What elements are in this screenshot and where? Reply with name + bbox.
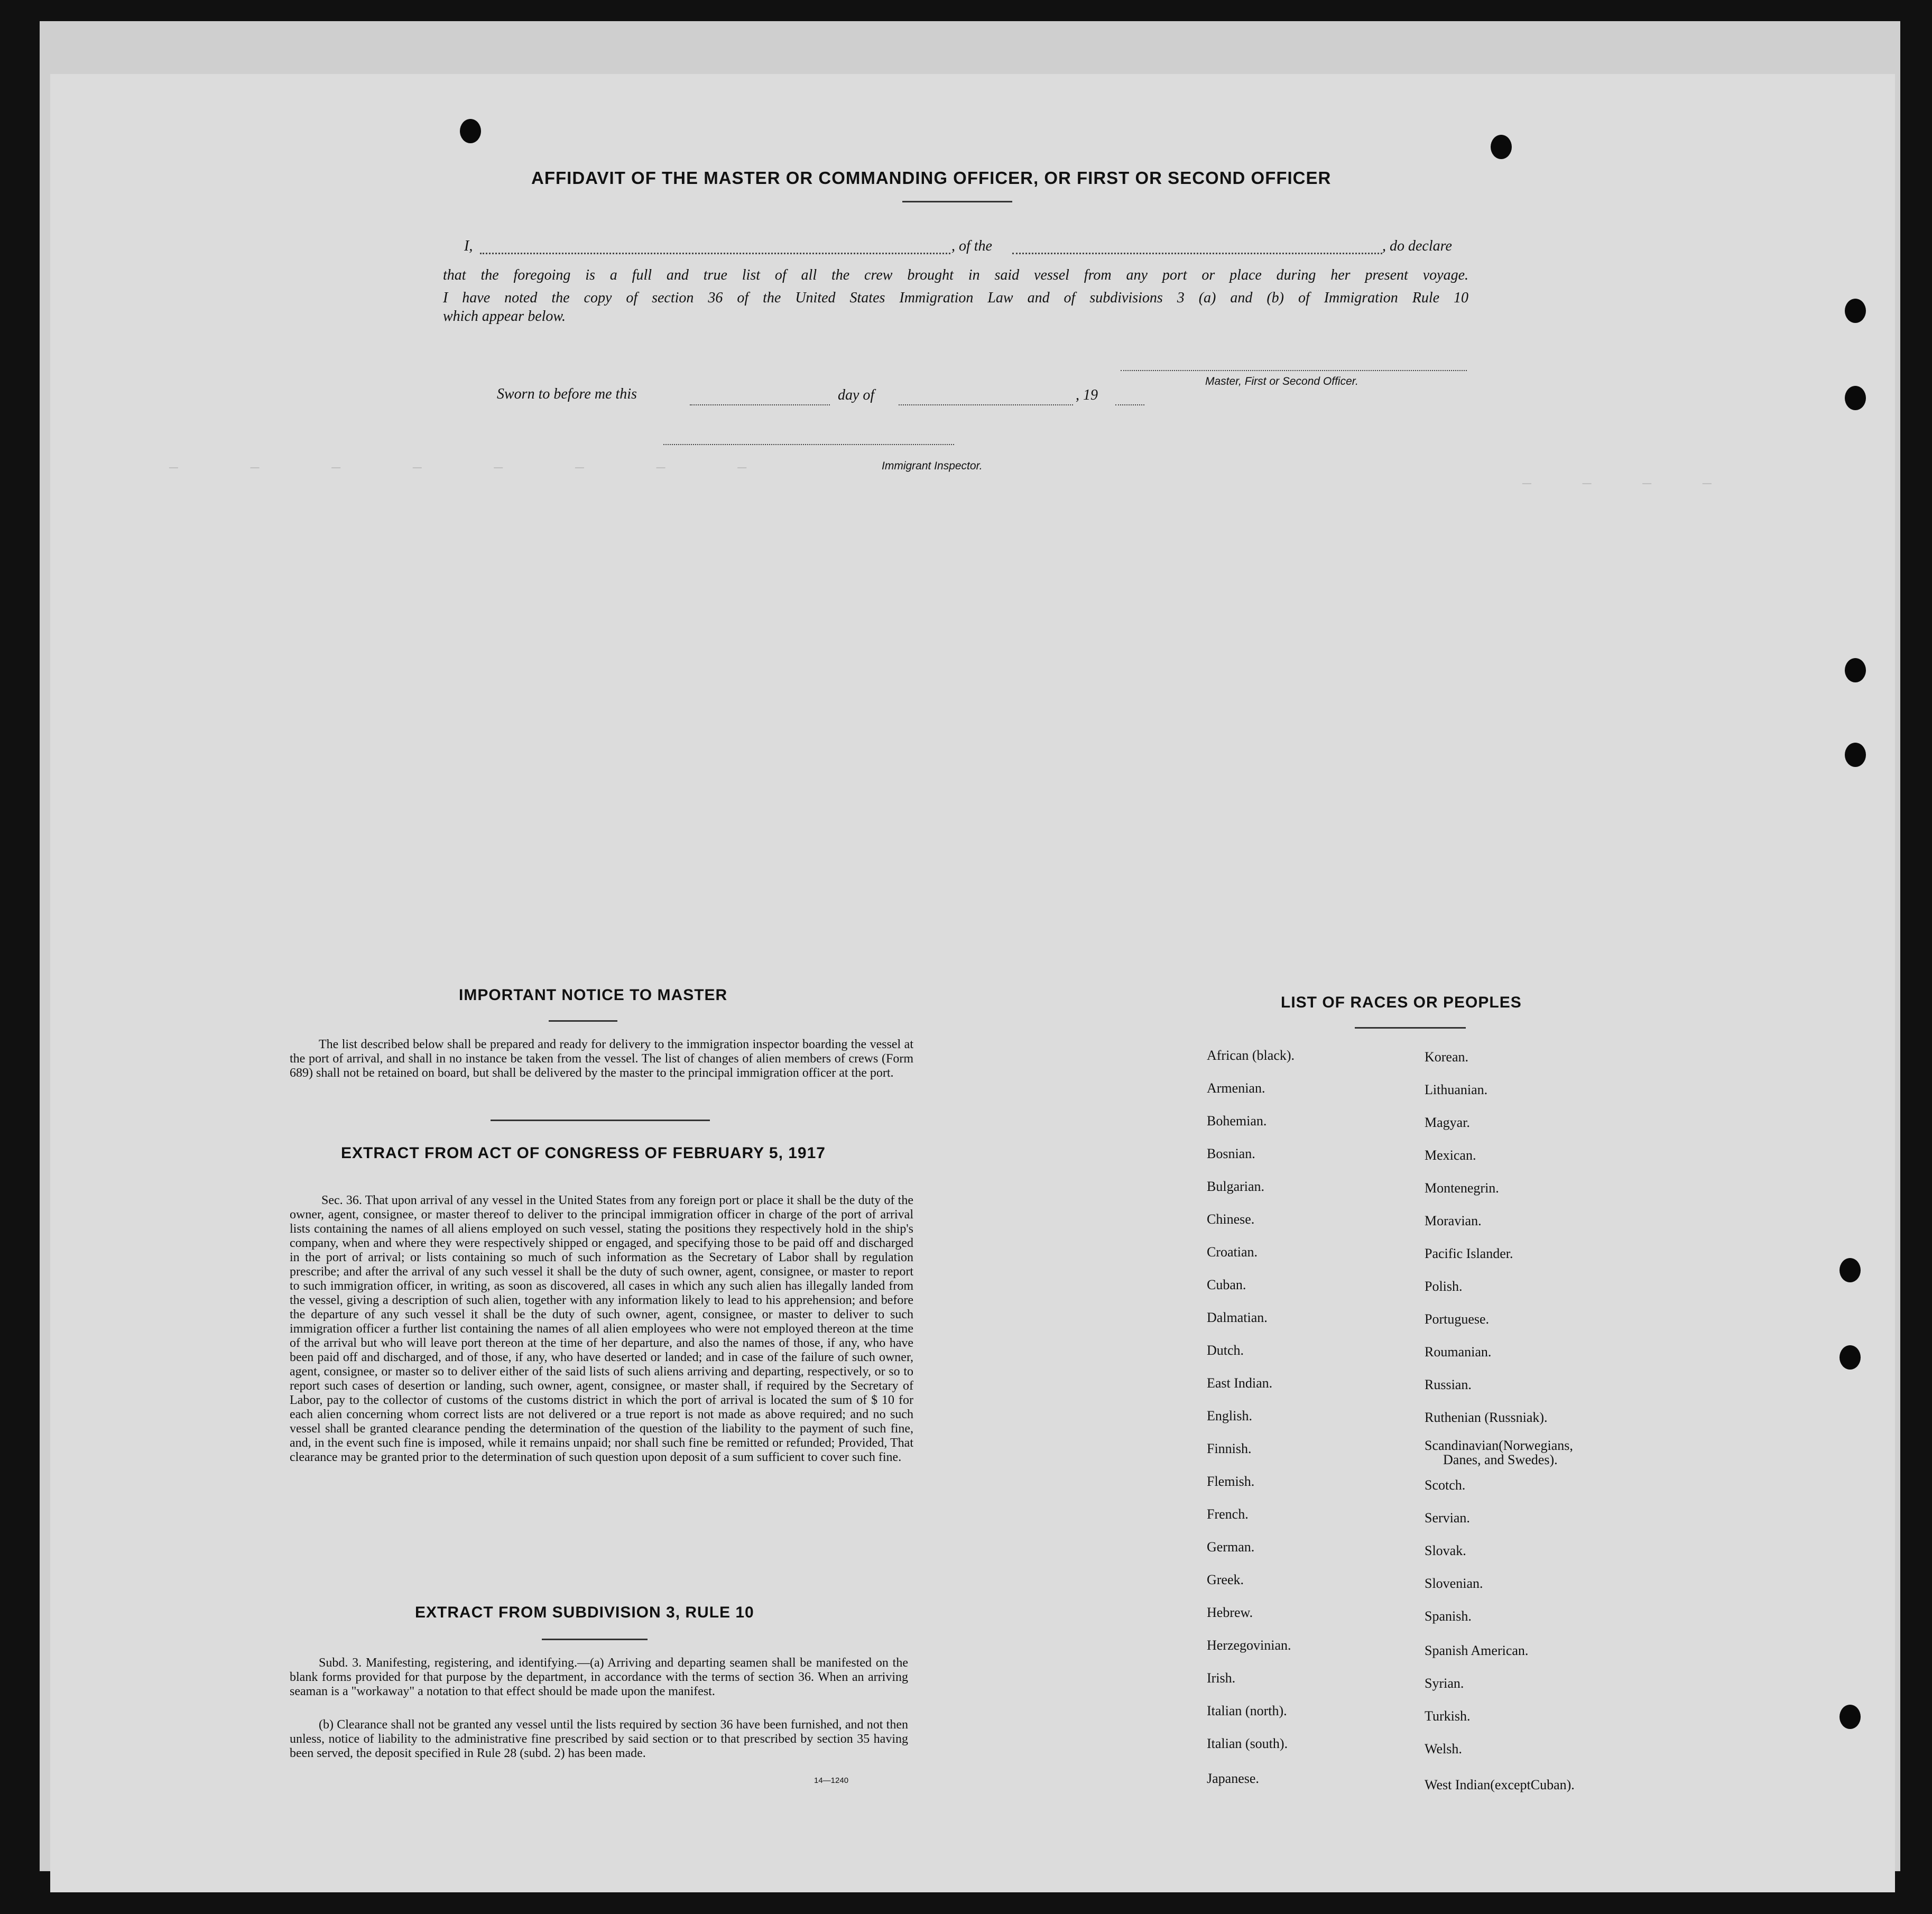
race-item: German.	[1207, 1539, 1255, 1555]
race-item: Bosnian.	[1207, 1146, 1255, 1161]
race-item: Finnish.	[1207, 1441, 1252, 1456]
races-title: LIST OF RACES OR PEOPLES	[1281, 994, 1522, 1011]
affidavit-i: I,	[464, 238, 473, 254]
race-item: Croatian.	[1207, 1244, 1258, 1260]
race-item: Dalmatian.	[1207, 1310, 1268, 1325]
punch-hole	[1491, 135, 1512, 159]
affidavit-of-the: , of the	[951, 238, 992, 254]
race-item: Bohemian.	[1207, 1113, 1267, 1129]
race-item: Scandinavian(Norwegians,	[1425, 1438, 1573, 1453]
race-item: Spanish American.	[1425, 1643, 1529, 1658]
sworn-month-blank[interactable]	[899, 404, 1073, 405]
bleed-through: — — — —	[1522, 476, 1733, 492]
sworn-day-blank[interactable]	[690, 404, 830, 405]
race-item: Pacific Islander.	[1425, 1246, 1513, 1261]
race-item: Japanese.	[1207, 1771, 1259, 1786]
vessel-blank[interactable]	[1012, 253, 1382, 254]
race-item: Greek.	[1207, 1572, 1244, 1587]
race-item: Italian (north).	[1207, 1703, 1287, 1718]
bleed-through: — — — — — — — —	[169, 460, 779, 476]
race-item: Ruthenian (Russniak).	[1425, 1410, 1548, 1425]
race-item: Moravian.	[1425, 1213, 1482, 1228]
race-item: Polish.	[1425, 1279, 1463, 1294]
race-item: African (black).	[1207, 1048, 1295, 1063]
master-signature-blank[interactable]	[1121, 370, 1467, 371]
affidavit-title: AFFIDAVIT OF THE MASTER OR COMMANDING OFFICER, OR FIRST OR SECOND OFFICER	[531, 168, 1332, 188]
race-item: Hebrew.	[1207, 1605, 1253, 1620]
sworn-year-blank[interactable]	[1115, 404, 1144, 405]
race-item: Danes, and Swedes).	[1443, 1452, 1558, 1467]
affidavit-do-declare: , do declare	[1382, 238, 1452, 254]
punch-hole	[1839, 1345, 1861, 1370]
rule-title: EXTRACT FROM SUBDIVISION 3, RULE 10	[415, 1604, 754, 1621]
act-title: EXTRACT FROM ACT OF CONGRESS OF FEBRUARY 5, 1917	[341, 1144, 826, 1162]
year-label: , 19	[1076, 387, 1098, 403]
race-item: Cuban.	[1207, 1277, 1246, 1292]
race-item: French.	[1207, 1506, 1249, 1522]
act-text: Sec. 36. That upon arrival of any vessel in the United States from any foreign port or place it shall be the duty of the owner, agent, consignee, or master thereof to deliver to the principal immigration officer in charge of the port of arrival lists containing the names of all aliens employed on such vessel, stating the positions they respectively hold in the ship's company, when and where they were respectively shipped or engaged, and specifying those to be paid off and discharged in the port of arrival; or lists containing so much of such information as the Secretary of Labor shall by regulation prescribe; and after the arrival of any such vessel it shall be the duty of such owner, agent, consignee, or master to report to such immigration officer, in writing, as soon as discovered, all cases in which any such alien has illegally landed from the vessel, giving a description of such alien, together with any information likely to lead to his apprehension; and before the departure of any such vessel it shall be the duty of such owner, agent, consignee, or master to deliver to such immigration officer a further list containing the names of all alien employees who were not employed thereon at the time of the arrival but who will leave port thereon at the time of her departure, and also the names of those, if any, who have been paid off and discharged, and of those, if any, who have deserted or landed; and in case of the failure of such owner, agent, consignee, or master so to deliver either of the said lists of such aliens arriving and departing, respectively, or so to report such cases of desertion or landing, such owner, agent, consignee, or master shall, if required by the Secretary of Labor, pay to the collector of customs of the customs district in which the port of arrival is located the sum of $ 10 for each alien concerning whom correct lists are not delivered or a true report is not made as above required; and no such vessel shall be granted clearance pending the determination of the question of the liability to the payment of such fine, and, in the event such fine is imposed, while it remains unpaid; nor shall such fine be remitted or refunded; Provided, That clearance may be granted prior to the determination of such question upon deposit of a sum sufficient to cover such fine.	[290, 1194, 913, 1464]
race-item: English.	[1207, 1408, 1252, 1423]
race-item: Spanish.	[1425, 1608, 1472, 1624]
race-item: Portuguese.	[1425, 1311, 1490, 1327]
race-item: Roumanian.	[1425, 1344, 1492, 1360]
affidavit-line-2: I have noted the copy of section 36 of the United States Immigration Law and of subdivisions 3 (a) and (b) of Immigration Rule 10	[443, 290, 1468, 306]
race-item: Slovak.	[1425, 1543, 1466, 1558]
punch-hole	[1839, 1258, 1861, 1282]
race-item: West Indian(exceptCuban).	[1425, 1777, 1575, 1792]
notice-title: IMPORTANT NOTICE TO MASTER	[459, 986, 728, 1004]
affidavit-line-3: which appear below.	[443, 308, 566, 325]
race-item: Herzegovinian.	[1207, 1638, 1291, 1653]
race-item: Korean.	[1425, 1049, 1469, 1065]
inspector-caption: Immigrant Inspector.	[882, 460, 983, 472]
form-number: 14—1240	[814, 1776, 849, 1785]
notice-rule	[549, 1020, 617, 1022]
race-item: East Indian.	[1207, 1375, 1273, 1391]
race-item: Welsh.	[1425, 1741, 1462, 1756]
races-rule	[1355, 1027, 1466, 1029]
race-item: Irish.	[1207, 1670, 1236, 1686]
rule-paragraph-a: Subd. 3. Manifesting, registering, and identifying.—(a) Arriving and departing seamen shall be manifested on the blank forms provided for that purpose by the department, in accordance with the terms of section 36. When an arriving seaman is a "workaway" a notation to that effect should be made upon the manifest.	[290, 1656, 908, 1698]
punch-hole	[1845, 299, 1866, 323]
punch-hole	[460, 119, 481, 143]
punch-hole	[1845, 386, 1866, 410]
document-page	[50, 74, 1895, 1892]
rule-underline	[542, 1639, 648, 1640]
title-rule	[902, 201, 1012, 202]
race-item: Montenegrin.	[1425, 1180, 1499, 1196]
rule-paragraph-b: (b) Clearance shall not be granted any vessel until the lists required by section 36 have been furnished, and not then unless, notice of liability to the administrative fine prescribed by said section or to that prescribed by section 35 having been served, the deposit specified in Rule 28 (subd. 2) has been made.	[290, 1718, 908, 1760]
race-item: Mexican.	[1425, 1148, 1476, 1163]
race-item: Scotch.	[1425, 1477, 1466, 1493]
punch-hole	[1845, 658, 1866, 682]
notice-text: The list described below shall be prepared and ready for delivery to the immigration inspector boarding the vessel at the port of arrival, and shall in no instance be taken from the vessel. The list of changes of alien members of crews (Form 689) shall not be retained on board, but shall be delivered by the master to the principal immigration officer at the port.	[290, 1038, 913, 1080]
section-rule	[491, 1120, 710, 1121]
race-item: Armenian.	[1207, 1080, 1265, 1096]
race-item: Turkish.	[1425, 1708, 1471, 1724]
race-item: Russian.	[1425, 1377, 1472, 1392]
name-blank[interactable]	[480, 253, 950, 254]
race-item: Italian (south).	[1207, 1736, 1288, 1751]
race-item: Chinese.	[1207, 1212, 1255, 1227]
day-of-label: day of	[838, 387, 875, 403]
race-item: Flemish.	[1207, 1474, 1255, 1489]
sworn-label: Sworn to before me this	[497, 386, 637, 402]
punch-hole	[1845, 743, 1866, 767]
master-caption: Master, First or Second Officer.	[1205, 375, 1358, 387]
race-item: Lithuanian.	[1425, 1082, 1488, 1097]
inspector-signature-blank[interactable]	[663, 444, 954, 445]
race-item: Syrian.	[1425, 1676, 1464, 1691]
race-item: Slovenian.	[1425, 1576, 1483, 1591]
race-item: Magyar.	[1425, 1115, 1470, 1130]
race-item: Dutch.	[1207, 1343, 1244, 1358]
race-item: Servian.	[1425, 1510, 1470, 1525]
affidavit-line-1: that the foregoing is a full and true list of all the crew brought in said vessel from any port or place during her present voyage.	[443, 267, 1468, 283]
punch-hole	[1839, 1705, 1861, 1729]
race-item: Bulgarian.	[1207, 1179, 1265, 1194]
